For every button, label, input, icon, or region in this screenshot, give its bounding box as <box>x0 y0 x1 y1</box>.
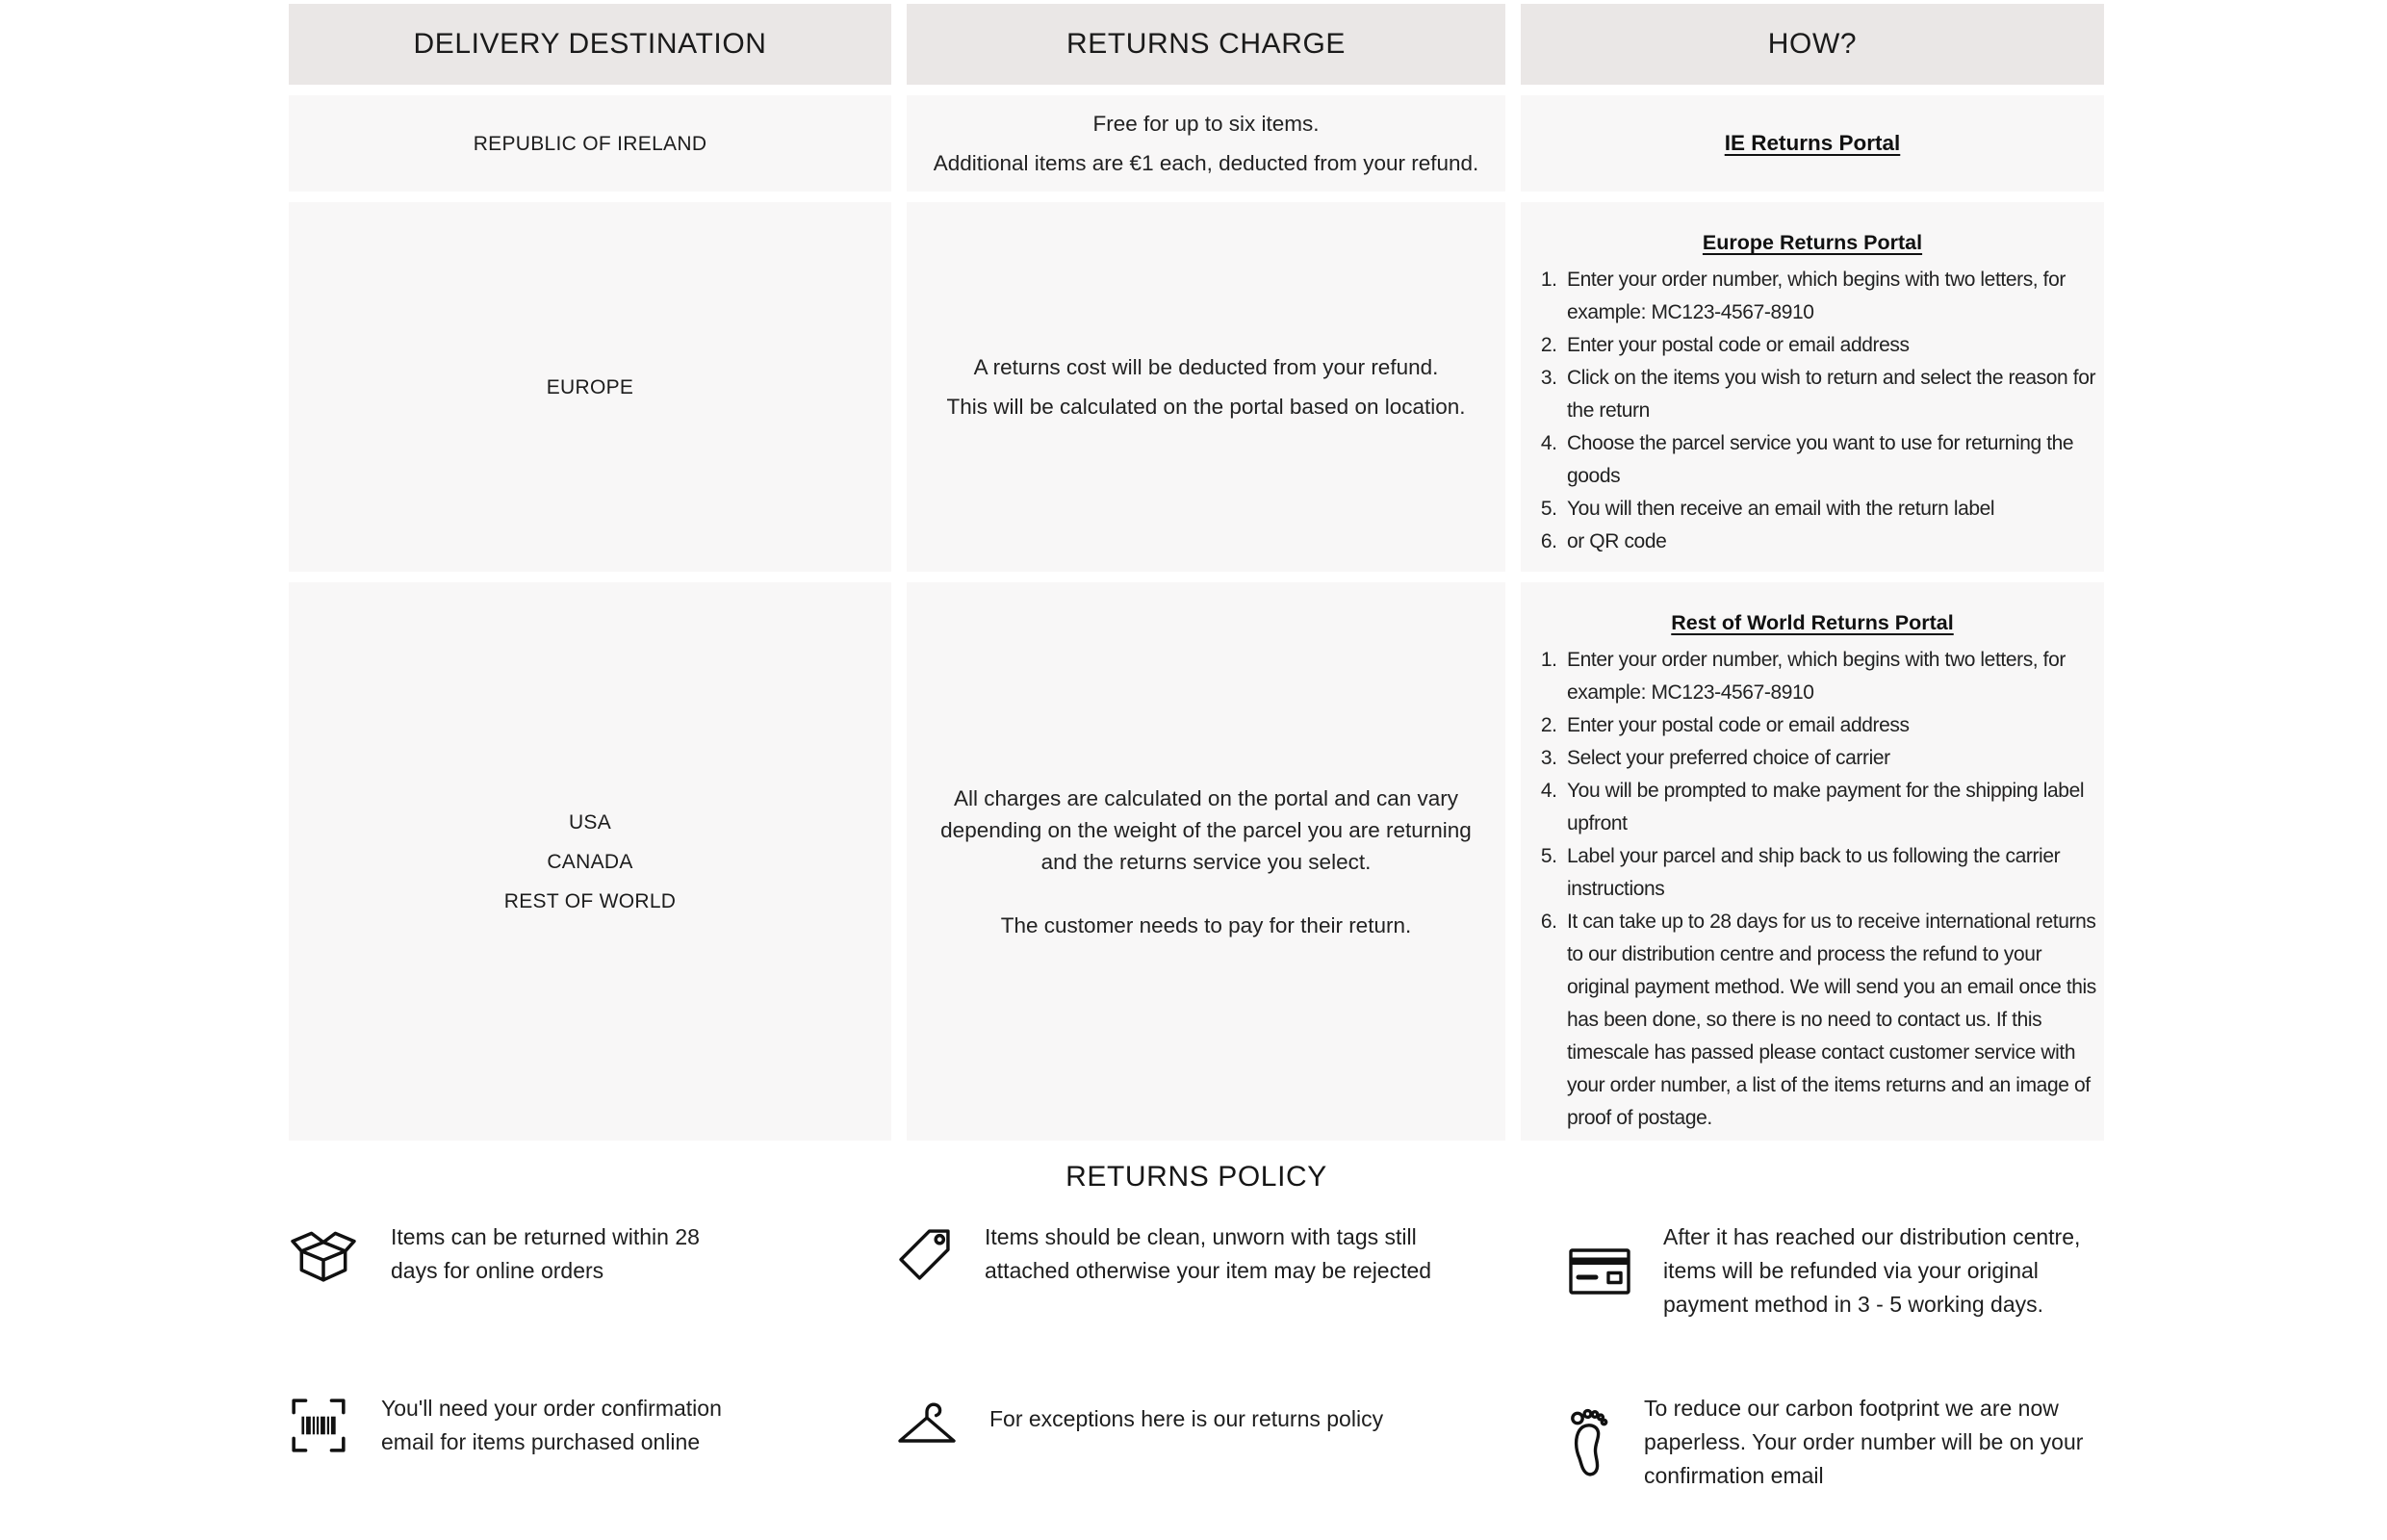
step-item: 5. You will then receive an email with the return label <box>1562 493 2103 526</box>
rest-of-world-returns-steps <box>1526 644 2103 1135</box>
step-item: 1. Enter your order number, which begins with two letters, for example: MC123-4567-8910 <box>1562 264 2103 329</box>
policy-text: After it has reached our distribution centre, items will be refunded via your original payment method in 3 - 5 working days. <box>1663 1224 2081 1317</box>
step-item: 3. Click on the items you wish to return and select the reason for the return <box>1562 362 2103 427</box>
returns-policy-grid <box>289 1220 2104 1540</box>
cell-destination-rest-of-world <box>289 582 891 1141</box>
open-box-icon <box>289 1222 358 1286</box>
policy-item-paperless <box>1569 1392 2104 1493</box>
charge-text: This will be calculated on the portal based on location. <box>946 395 1466 419</box>
cell-destination-europe <box>289 202 891 572</box>
charge-text: All charges are calculated on the portal and can vary depending on the weight of the parcel you are returning and the returns service you select. <box>940 785 1472 874</box>
europe-returns-portal-link[interactable]: Europe Returns Portal <box>1702 231 1923 254</box>
footprint-icon <box>1569 1405 1611 1480</box>
policy-item-order-confirmation <box>289 1392 897 1459</box>
policy-text: You'll need your order confirmation email for items purchased online <box>381 1396 722 1454</box>
column-header-how <box>1521 4 2104 85</box>
step-item: 6. It can take up to 28 days for us to receive international returns to our distribution centre and process the refund to your original payment method. We will send you an email once this has been done, so there is no need to contact us. If this timescale has passed please contact customer service with your order number, a list of the items returns and an image of proof of postage. <box>1562 906 2103 1135</box>
destination-label: CANADA <box>547 850 633 873</box>
charge-text: A returns cost will be deducted from your refund. <box>973 355 1439 379</box>
policy-text: For exceptions here is our returns policy <box>989 1405 1384 1431</box>
price-tag-icon <box>897 1227 952 1282</box>
step-item: 4. You will be prompted to make payment for the shipping label upfront <box>1562 775 2103 840</box>
step-item: 5. Label your parcel and ship back to us following the carrier instructions <box>1562 840 2103 906</box>
charge-text: The customer needs to pay for their return. <box>1000 912 1412 937</box>
policy-text: Items should be clean, unworn with tags still attached otherwise your item may be rejected <box>985 1224 1432 1283</box>
cell-how-rest-of-world <box>1521 582 2104 1141</box>
cell-destination-ireland <box>289 95 891 192</box>
step-item: 3. Select your preferred choice of carrier <box>1562 742 2103 775</box>
charge-text: Additional items are €1 each, deducted from your refund. <box>933 151 1479 175</box>
destination-label: REPUBLIC OF IRELAND <box>473 132 707 155</box>
step-item: 2. Enter your postal code or email address <box>1562 709 2103 742</box>
cell-charge-rest-of-world <box>907 582 1505 1141</box>
ie-returns-portal-link[interactable]: IE Returns Portal <box>1724 131 1901 155</box>
cell-how-ireland <box>1521 95 2104 192</box>
credit-card-icon <box>1569 1247 1630 1296</box>
barcode-icon <box>289 1396 348 1455</box>
europe-returns-steps <box>1526 264 2103 558</box>
clothes-hanger-icon <box>897 1392 957 1446</box>
rest-of-world-returns-portal-link[interactable]: Rest of World Returns Portal <box>1671 611 1954 634</box>
column-header-returns-charge <box>907 4 1505 85</box>
column-header-delivery-destination <box>289 4 891 85</box>
step-item: 1. Enter your order number, which begins with two letters, for example: MC123-4567-8910 <box>1562 644 2103 709</box>
policy-item-exceptions <box>897 1392 1569 1446</box>
returns-table <box>289 4 2104 1141</box>
destination-label: REST OF WORLD <box>503 889 677 912</box>
destination-label: EUROPE <box>546 375 634 398</box>
column-header-label: RETURNS CHARGE <box>1065 28 1347 60</box>
cell-charge-europe <box>907 202 1505 572</box>
policy-text: Items can be returned within 28 days for online orders <box>391 1224 700 1283</box>
cell-how-europe <box>1521 202 2104 572</box>
step-item: 2. Enter your postal code or email address <box>1562 329 2103 362</box>
step-item: 4. Choose the parcel service you want to use for returning the goods <box>1562 427 2103 493</box>
destination-label: USA <box>568 810 612 834</box>
cell-charge-ireland <box>907 95 1505 192</box>
policy-item-condition <box>897 1220 1569 1288</box>
column-header-label: DELIVERY DESTINATION <box>413 28 767 60</box>
step-item: 6. or QR code <box>1562 526 2103 558</box>
policy-item-return-window <box>289 1220 897 1288</box>
policy-item-refund-method <box>1569 1220 2104 1322</box>
column-header-label: HOW? <box>1767 28 1858 60</box>
policy-text: To reduce our carbon footprint we are now paperless. Your order number will be on your confirmation email <box>1644 1396 2084 1488</box>
charge-text: Free for up to six items. <box>1092 112 1320 136</box>
returns-policy-title: RETURNS POLICY <box>1065 1161 1327 1193</box>
